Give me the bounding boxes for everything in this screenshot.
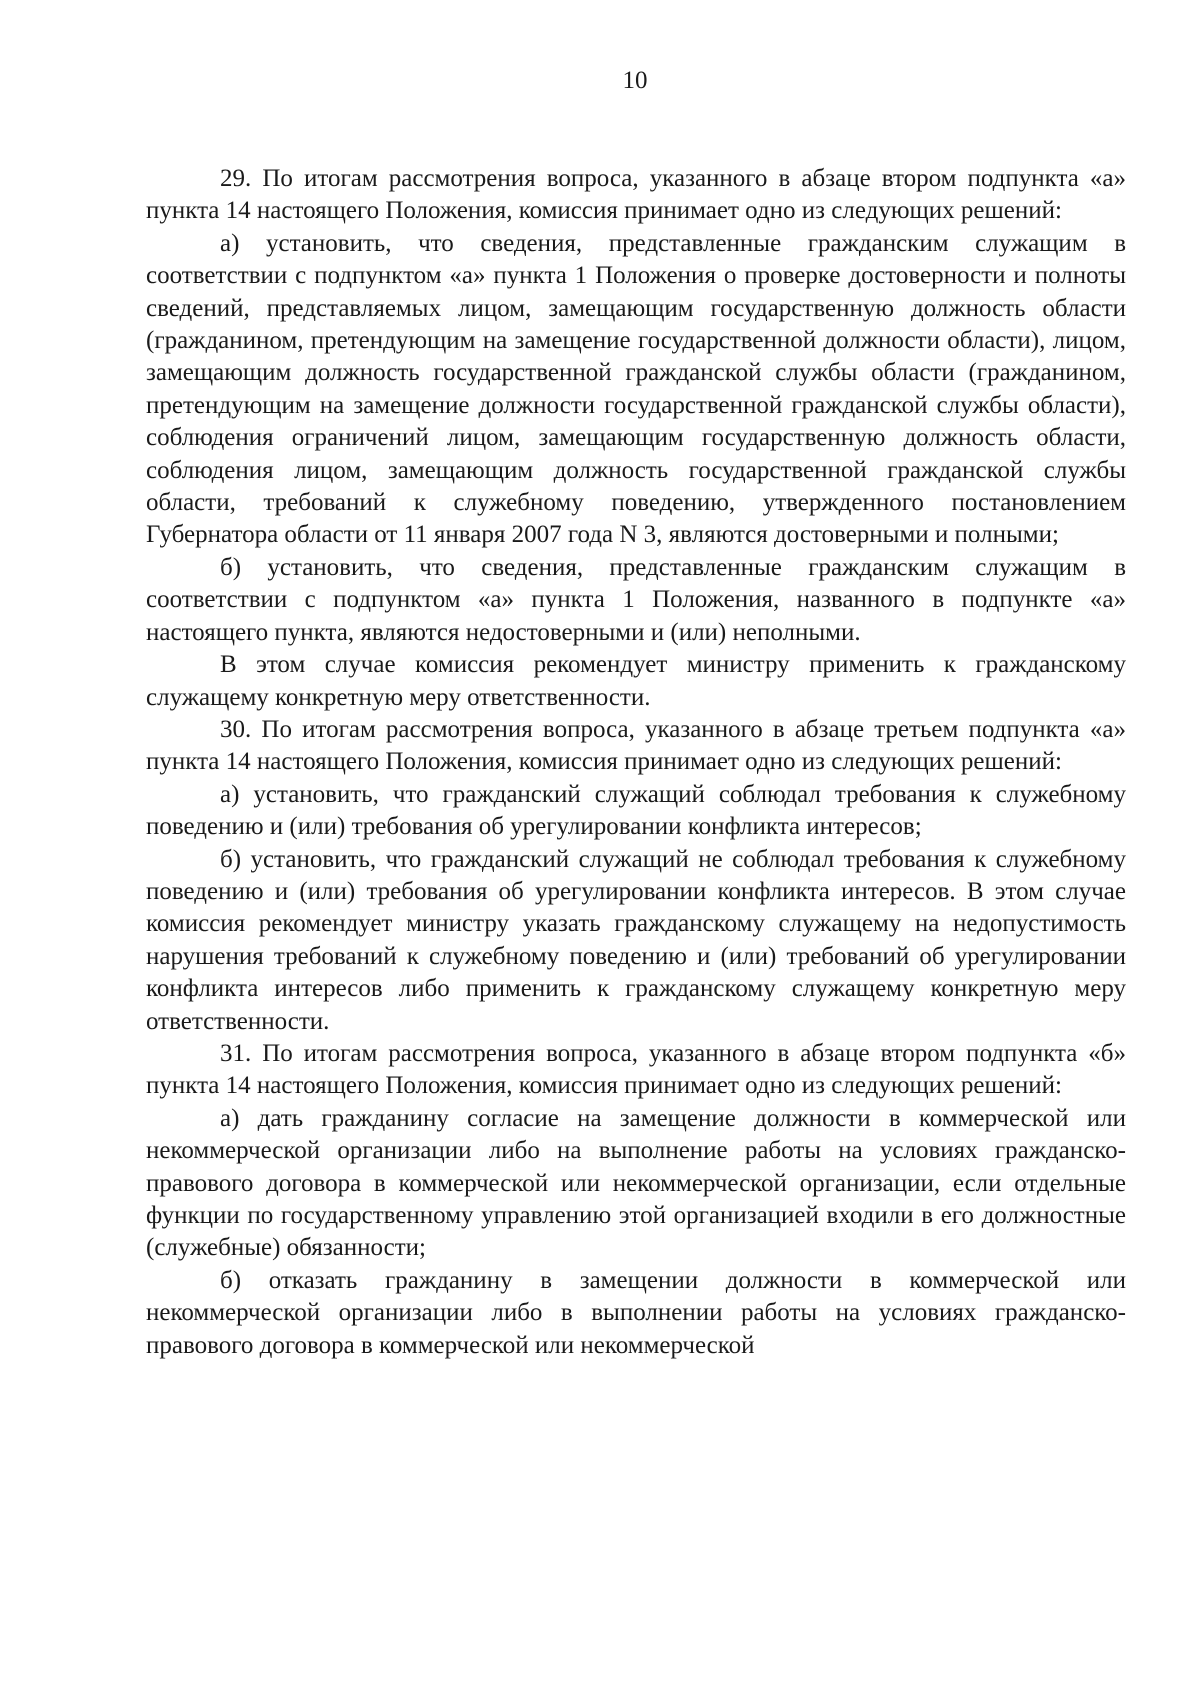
paragraph-29-b-consequence: В этом случае комиссия рекомендует министру применить к гражданскому служащему конкретную меру ответственности. [146,651,1126,711]
page-number: 10 [622,67,648,94]
paragraph-30-a: а) установить, что гражданский служащий соблюдал требования к служебному поведению и (или) требования об урегулировании конфликта интересов; [146,780,1126,841]
paragraph-31-intro: 31. По итогам рассмотрения вопроса, указанного в абзаце втором подпункта «б» пункта 14 настоящего Положения, комиссия принимает одно из следующих решений: [146,1039,1126,1100]
paragraph-30-intro: 30. По итогам рассмотрения вопроса, указанного в абзаце третьем подпункта «а» пункта 14 настоящего Положения, комиссия принимает одно из следующих решений: [146,715,1126,776]
paragraph-29-intro: 29. По итогам рассмотрения вопроса, указанного в абзаце втором подпункта «а» пункта 14 настоящего Положения, комиссия принимает одно из следующих решений: [146,165,1126,225]
paragraph-31-a: а) дать гражданину согласие на замещение должности в коммерческой или некоммерческой организации либо на выполнение работы на условиях гражданско-правового договора в коммерческой или некоммерческой организации, если отдельные функции по государственному управлению этой организацией входили в его должностные (служебные) обязанности; [146,1104,1126,1262]
document-body [146,163,1126,1362]
paragraph-31-b: б) отказать гражданину в замещении должности в коммерческой или некоммерческой организации либо в выполнении работы на условиях гражданско-правового договора в коммерческой или некоммерческой [146,1266,1126,1359]
paragraph-29-b: б) установить, что сведения, представленные гражданским служащим в соответствии с подпунктом «а» пункта 1 Положения, названного в подпункте «а» настоящего пункта, являются недостоверными и (или) неполными. [146,553,1126,646]
paragraph-29-a: а) установить, что сведения, представленные гражданским служащим в соответствии с подпунктом «а» пункта 1 Положения о проверке достоверности и полноты сведений, представляемых лицом, замещающим государственную должность области (гражданином, претендующим на замещение государственной должности области), лицом, замещающим должность государственной гражданской службы области (гражданином, претендующим на замещение должности государственной гражданской службы области), соблюдения ограничений лицом, замещающим государственную должность области, соблюдения лицом, замещающим должность государственной гражданской службы области, требований к служебному поведению, утвержденного постановлением Губернатора области от 11 января 2007 года N 3, являются достоверными и полными; [146,229,1126,549]
paragraph-30-b: б) установить, что гражданский служащий не соблюдал требования к служебному поведению и (или) требования об урегулировании конфликта интересов. В этом случае комиссия рекомендует министру указать гражданскому служащему на недопустимость нарушения требований к служебному поведению и (или) требований об урегулировании конфликта интересов либо применить к гражданскому служащему конкретную меру ответственности. [146,845,1126,1035]
